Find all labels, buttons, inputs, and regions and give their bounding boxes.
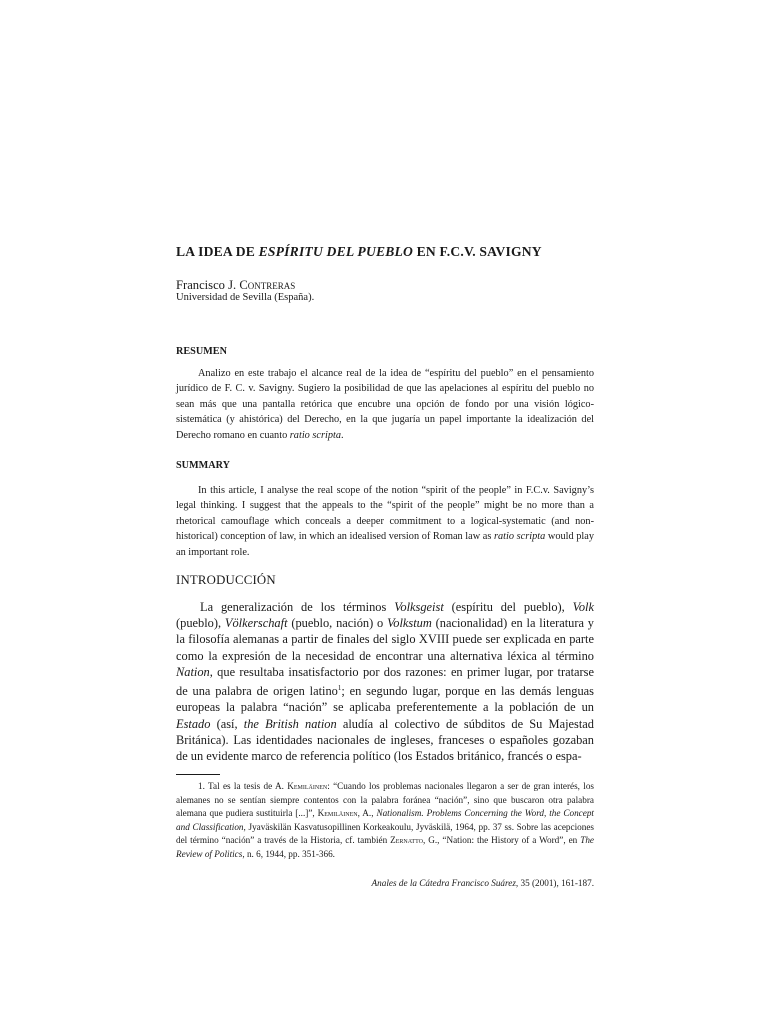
author-surname: Contreras	[239, 278, 296, 292]
introduccion-heading: INTRODUCCIÓN	[176, 573, 276, 587]
resumen-heading: RESUMEN	[176, 346, 227, 357]
article-title: LA IDEA DE ESPÍRITU DEL PUEBLO EN F.C.V. SAVIGNY	[176, 244, 542, 259]
author-affiliation: Universidad de Sevilla (España).	[176, 292, 315, 303]
summary-heading: SUMMARY	[176, 460, 230, 471]
body-paragraph: La generalización de los términos Volksgeist (espíritu del pueblo), Volk (pueblo), Völkerschaft (pueblo, nación) o Volkstum (nacionalidad) en la literatura y la filosofía alemanas a partir de finales del siglo XVIII puede ser explicada en parte como la expresión de la necesidad de encontrar una alternativa léxica al término Nation, que resultaba insatisfactorio por dos razones: en primer lugar, por tratarse de una palabra de origen latino$^1$; en segundo lugar, porque en las demás lenguas europeas la palabra “nación” se aplicaba preferentemente a la población de un Estado (así, the British nation aludía al colectivo de súbditos de Su Majestad Británica). Las identidades nacionales de ingleses, franceses o españoles gozaban de un evidente marco de referencia político (los Estados británico, francés o espa-	[176, 600, 595, 763]
journal-citation: Anales de la Cátedra Francisco Suárez, 35 (2001), 161-187.	[371, 878, 594, 888]
footnote-separator	[176, 774, 220, 775]
article-title-italic: ESPÍRITU DEL PUEBLO	[258, 244, 414, 259]
resumen-text: Analizo en este trabajo el alcance real de la idea de “espíritu del pueblo” en el pensamiento jurídico de F. C. v. Savigny. Sugiero la posibilidad de que las apelaciones al espíritu del pueblo no sean más que una pantalla retórica que encubre una opción de fondo por una visión lógico-sistemática (y ahistórica) del Derecho, en la que jugaría un papel importante la idealización del Derecho romano en cuanto ratio scripta.	[176, 368, 594, 441]
author-name: Francisco J. Contreras	[176, 278, 296, 292]
summary-text: In this article, I analyse the real scope of the notion “spirit of the people” in F.C.v. Savigny’s legal thinking. I suggest that the appeals to the “spirit of the people” might be no more than a rhetorical camouflage which conceals a deeper commitment to a logical-systematic (and non-historical) conception of law, in which an idealised version of Roman law as ratio scripta would play an important role.	[176, 485, 595, 558]
footnote-ref: 1	[337, 684, 342, 693]
footnote-text: 1. Tal es la tesis de A. Kemiläinen: “Cuando los problemas nacionales llegaron a ser de gran interés, los alemanes no se sentían siempre contentos con la palabra foránea “nación”, sino que buscaron otra palabra alemana que pudiera sustituirla [...]”, Kemiläinen, A., Nationalism. Problems Concerning the Word, the Concept and Classification, Jyaväskilän Kasvatusopillinen Korkeakoulu, Jyväskilä, 1964, pp. 37 ss. Sobre las acepciones del término “nación” a través de la Historia, cf. también Zernatto, G., “Nation: the History of a Word”, en The Review of Politics, n. 6, 1944, pp. 351-366.	[176, 781, 595, 859]
